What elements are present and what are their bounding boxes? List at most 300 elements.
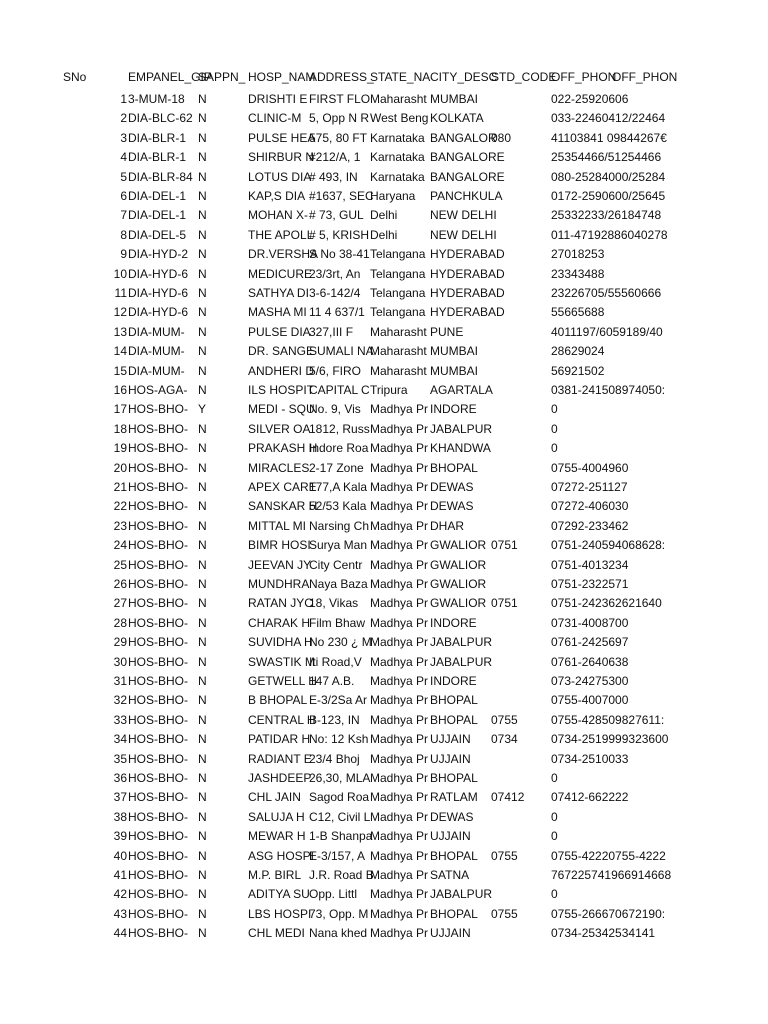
city-desc-cell[interactable]: BHOPAL	[430, 906, 478, 921]
sappn-cell[interactable]: N	[198, 363, 207, 378]
state-name-cell[interactable]: Madhya Pr	[370, 538, 429, 553]
off-phone-cell[interactable]: 27018253	[551, 247, 605, 262]
hosp-name-cell[interactable]: CHL JAIN	[248, 790, 301, 805]
state-name-cell[interactable]: Tripura	[370, 383, 408, 397]
city-desc-cell[interactable]: UJJAIN	[430, 829, 471, 844]
off-phone-cell[interactable]: 0172-2590600/25645	[551, 189, 666, 203]
row-number-cell[interactable]: 43	[113, 906, 127, 921]
hosp-name-cell[interactable]: CHARAK H	[248, 615, 311, 630]
std-code-cell[interactable]	[491, 517, 551, 536]
row-number-cell[interactable]: 31	[113, 674, 127, 688]
state-name-cell[interactable]: Madhya Pr	[370, 480, 429, 494]
state-name-cell[interactable]: Madhya Pr	[370, 771, 429, 785]
address-cell[interactable]: 52/53 Kala	[309, 499, 367, 514]
off-phone-cell[interactable]: 080-25284000/25284	[551, 169, 666, 184]
state-name-cell[interactable]: Karnataka	[370, 150, 425, 165]
row-number-cell[interactable]: 35	[113, 751, 127, 766]
hosp-name-cell[interactable]: ANDHERI D	[248, 363, 315, 378]
state-name-cell[interactable]: Delhi	[370, 227, 398, 242]
empanel-gip-cell[interactable]: HOS-BHO-	[128, 577, 188, 591]
empanel-gip-cell[interactable]: HOS-BHO-	[128, 809, 188, 824]
hosp-name-cell[interactable]: MEDI - SQU	[248, 402, 315, 417]
row-number-cell[interactable]: 39	[113, 829, 127, 844]
city-desc-cell[interactable]: INDORE	[430, 674, 477, 688]
hosp-name-cell[interactable]: SUVIDHA H	[248, 635, 313, 650]
off-phone-cell[interactable]: 0755-428509827611:	[551, 712, 665, 727]
std-code-cell[interactable]: 080	[491, 130, 512, 145]
sappn-cell[interactable]: N	[198, 654, 207, 669]
sappn-cell[interactable]: N	[198, 557, 207, 572]
std-code-cell[interactable]	[491, 478, 551, 497]
std-code-cell[interactable]: 0755	[491, 848, 518, 863]
empanel-gip-cell[interactable]: 3-MUM-18	[128, 92, 185, 106]
city-desc-cell[interactable]: BHOPAL	[430, 848, 478, 863]
off-phone-cell[interactable]: 0755-4007000	[551, 693, 629, 708]
off-phone-cell[interactable]: 767225741966914668	[551, 868, 672, 882]
city-desc-cell[interactable]: BHOPAL	[430, 771, 478, 785]
hosp-name-cell[interactable]: SHIRBUR N	[248, 150, 315, 165]
row-number-cell[interactable]: 24	[113, 538, 127, 553]
empanel-gip-cell[interactable]: HOS-BHO-	[128, 480, 188, 494]
address-cell[interactable]: Sagod Roa	[309, 790, 370, 805]
state-name-cell[interactable]: Telangana	[370, 266, 426, 281]
std-code-cell[interactable]	[491, 420, 551, 439]
sappn-cell[interactable]: N	[198, 538, 207, 553]
std-code-cell[interactable]	[491, 885, 551, 904]
off-phone-cell[interactable]: 0734-25342534141	[551, 926, 656, 941]
state-name-cell[interactable]: Karnataka	[370, 169, 425, 184]
std-code-cell[interactable]	[491, 303, 551, 322]
off-phone-cell[interactable]: 0	[551, 829, 558, 844]
std-code-cell[interactable]	[491, 284, 551, 303]
off-phone-cell[interactable]: 0	[551, 421, 558, 436]
std-code-cell[interactable]	[491, 924, 551, 943]
row-number-cell[interactable]: 28	[113, 615, 127, 630]
state-name-cell[interactable]: Madhya Pr	[370, 712, 429, 727]
hosp-name-cell[interactable]: RATAN JYC	[248, 596, 313, 611]
off-phone-cell[interactable]: 0755-266670672190:	[551, 906, 666, 921]
hosp-name-cell[interactable]: SWASTIK M	[248, 654, 315, 669]
address-cell[interactable]: No 230 ¿ M	[309, 635, 372, 650]
std-code-cell[interactable]	[491, 769, 551, 788]
sappn-cell[interactable]: N	[198, 615, 207, 630]
hosp-name-cell[interactable]: LOTUS DIA	[248, 169, 312, 184]
sappn-cell[interactable]: N	[198, 383, 207, 397]
city-desc-cell[interactable]: HYDERABAD	[430, 305, 505, 320]
std-code-cell[interactable]	[491, 148, 551, 167]
city-desc-cell[interactable]: BANGALORE	[430, 150, 505, 165]
address-cell[interactable]: 26,30, MLA	[309, 771, 371, 785]
off-phone-cell[interactable]: 0	[551, 809, 558, 824]
row-number-cell[interactable]: 37	[113, 790, 127, 805]
row-number-cell[interactable]: 30	[113, 654, 127, 669]
std-code-cell[interactable]	[491, 400, 551, 419]
hosp-name-cell[interactable]: DR.VERSHA	[248, 247, 319, 262]
city-desc-cell[interactable]: HYDERABAD	[430, 286, 505, 300]
state-name-cell[interactable]: Maharasht	[370, 324, 427, 339]
empanel-gip-cell[interactable]: HOS-BHO-	[128, 829, 188, 844]
hosp-name-cell[interactable]: SATHYA DI	[248, 286, 309, 300]
std-code-cell[interactable]	[491, 575, 551, 594]
address-cell[interactable]: 73, Opp. M	[309, 906, 369, 921]
header-cell[interactable]: EMPANEL_GIP	[128, 70, 212, 84]
row-number-cell[interactable]: 42	[113, 887, 127, 902]
header-cell[interactable]: HOSP_NAM	[248, 70, 316, 84]
sappn-cell[interactable]: N	[198, 926, 207, 941]
hosp-name-cell[interactable]: SANSKAR H	[248, 499, 318, 514]
address-cell[interactable]: 5, Opp N R	[309, 111, 370, 126]
hosp-name-cell[interactable]: PATIDAR H	[248, 732, 311, 747]
empanel-gip-cell[interactable]: HOS-BHO-	[128, 693, 188, 708]
state-name-cell[interactable]: Madhya Pr	[370, 868, 429, 882]
hosp-name-cell[interactable]: M.P. BIRL	[248, 868, 302, 882]
off-phone-cell[interactable]: 07412-662222	[551, 790, 629, 805]
row-number-cell[interactable]: 34	[113, 732, 127, 747]
empanel-gip-cell[interactable]: DIA-BLR-1	[128, 150, 187, 165]
off-phone-cell[interactable]: 4011197/6059189/40	[551, 324, 663, 339]
empanel-gip-cell[interactable]: DIA-HYD-2	[128, 247, 189, 262]
sappn-cell[interactable]: N	[198, 460, 207, 475]
header-cell[interactable]: SNo	[63, 70, 87, 84]
row-number-cell[interactable]: 12	[113, 305, 127, 320]
off-phone-cell[interactable]: 022-25920606	[551, 92, 629, 106]
sappn-cell[interactable]: N	[198, 906, 207, 921]
off-phone-cell[interactable]: 55665688	[551, 305, 605, 320]
off-phone-cell[interactable]: 0	[551, 887, 558, 902]
city-desc-cell[interactable]: UJJAIN	[430, 751, 471, 766]
city-desc-cell[interactable]: PUNE	[430, 324, 464, 339]
sappn-cell[interactable]: N	[198, 130, 207, 145]
row-number-cell[interactable]: 22	[113, 499, 127, 514]
off-phone-cell[interactable]: 0381-241508974050:	[551, 383, 666, 397]
std-code-cell[interactable]	[491, 362, 551, 381]
empanel-gip-cell[interactable]: HOS-AGA-	[128, 383, 188, 397]
std-code-cell[interactable]	[491, 497, 551, 516]
city-desc-cell[interactable]: DHAR	[430, 518, 465, 533]
off-phone-cell[interactable]: 0	[551, 771, 558, 785]
header-cell[interactable]: ADDRESS_	[309, 70, 374, 84]
empanel-gip-cell[interactable]: DIA-HYD-6	[128, 286, 189, 300]
off-phone-cell[interactable]: 0	[551, 402, 558, 417]
empanel-gip-cell[interactable]: HOS-BHO-	[128, 402, 188, 417]
hosp-name-cell[interactable]: JASHDEEP	[248, 771, 312, 785]
hosp-name-cell[interactable]: ILS HOSPIT	[248, 383, 315, 397]
address-cell[interactable]: SUMALI NA	[309, 344, 374, 359]
std-code-cell[interactable]	[491, 633, 551, 652]
address-cell[interactable]: Narsing Ch	[309, 518, 370, 533]
empanel-gip-cell[interactable]: DIA-MUM-	[128, 344, 185, 359]
city-desc-cell[interactable]: PANCHKULA	[430, 189, 503, 203]
state-name-cell[interactable]: Madhya Pr	[370, 635, 429, 650]
hosp-name-cell[interactable]: PRAKASH H	[248, 441, 318, 456]
state-name-cell[interactable]: Madhya Pr	[370, 596, 429, 611]
sappn-cell[interactable]: N	[198, 189, 207, 203]
off-phone-cell[interactable]: 0755-42220755-4222	[551, 848, 666, 863]
row-number-cell[interactable]: 38	[113, 809, 127, 824]
header-cell[interactable]: CITY_DESC	[430, 70, 498, 84]
state-name-cell[interactable]: Haryana	[370, 189, 416, 203]
row-number-cell[interactable]: 2	[120, 111, 127, 126]
address-cell[interactable]: Indore Roa	[309, 441, 369, 456]
empanel-gip-cell[interactable]: HOS-BHO-	[128, 441, 188, 456]
state-name-cell[interactable]: Madhya Pr	[370, 402, 429, 417]
city-desc-cell[interactable]: INDORE	[430, 402, 477, 417]
state-name-cell[interactable]: West Beng	[370, 111, 429, 126]
state-name-cell[interactable]: Madhya Pr	[370, 557, 429, 572]
hosp-name-cell[interactable]: JEEVAN JY	[248, 557, 312, 572]
off-phone-cell[interactable]: 0751-240594068628:	[551, 538, 666, 553]
address-cell[interactable]: 147 A.B.	[309, 674, 355, 688]
address-cell[interactable]: #212/A, 1	[309, 150, 361, 165]
std-code-cell[interactable]: 0751	[491, 538, 518, 553]
city-desc-cell[interactable]: GWALIOR	[430, 577, 487, 591]
header-cell[interactable]: SAPPN_	[198, 70, 246, 84]
off-phone-cell[interactable]: 0734-2519999323600	[551, 732, 669, 747]
empanel-gip-cell[interactable]: HOS-BHO-	[128, 906, 188, 921]
std-code-cell[interactable]	[491, 168, 551, 187]
hosp-name-cell[interactable]: APEX CARE	[248, 480, 317, 494]
empanel-gip-cell[interactable]: DIA-BLR-84	[128, 169, 193, 184]
std-code-cell[interactable]	[491, 323, 551, 342]
row-number-cell[interactable]: 9	[120, 247, 127, 262]
std-code-cell[interactable]	[491, 866, 551, 885]
std-code-cell[interactable]	[491, 439, 551, 458]
city-desc-cell[interactable]: GWALIOR	[430, 596, 487, 611]
row-number-cell[interactable]: 26	[113, 577, 127, 591]
empanel-gip-cell[interactable]: HOS-BHO-	[128, 460, 188, 475]
state-name-cell[interactable]: Madhya Pr	[370, 751, 429, 766]
address-cell[interactable]: C12, Civil L	[309, 809, 371, 824]
std-code-cell[interactable]	[491, 226, 551, 245]
empanel-gip-cell[interactable]: DIA-DEL-5	[128, 227, 187, 242]
city-desc-cell[interactable]: JABALPUR	[430, 421, 493, 436]
hosp-name-cell[interactable]: GETWELL H	[248, 674, 317, 688]
sappn-cell[interactable]: N	[198, 266, 207, 281]
city-desc-cell[interactable]: AGARTALA	[430, 383, 493, 397]
off-phone-cell[interactable]: 23343488	[551, 266, 605, 281]
city-desc-cell[interactable]: KHANDWA	[430, 441, 491, 456]
city-desc-cell[interactable]: HYDERABAD	[430, 266, 505, 281]
sappn-cell[interactable]: N	[198, 227, 207, 242]
state-name-cell[interactable]: Madhya Pr	[370, 577, 429, 591]
header-cell[interactable]: STD_CODE	[491, 70, 557, 84]
state-name-cell[interactable]: Telangana	[370, 286, 426, 300]
hosp-name-cell[interactable]: PULSE DIA	[248, 324, 311, 339]
hosp-name-cell[interactable]: RADIANT E	[248, 751, 312, 766]
empanel-gip-cell[interactable]: HOS-BHO-	[128, 596, 188, 611]
empanel-gip-cell[interactable]: HOS-BHO-	[128, 887, 188, 902]
std-code-cell[interactable]	[491, 459, 551, 478]
address-cell[interactable]: 1-B Shanpa	[309, 829, 373, 844]
address-cell[interactable]: City Centr	[309, 557, 363, 572]
state-name-cell[interactable]: Maharasht	[370, 344, 427, 359]
empanel-gip-cell[interactable]: DIA-MUM-	[128, 324, 185, 339]
address-cell[interactable]: No: 12 Ksh	[309, 732, 369, 747]
sappn-cell[interactable]: N	[198, 499, 207, 514]
row-number-cell[interactable]: 41	[113, 868, 127, 882]
address-cell[interactable]: Nana khed	[309, 926, 368, 941]
address-cell[interactable]: Opp. Littl	[309, 887, 358, 902]
row-number-cell[interactable]: 33	[113, 712, 127, 727]
empanel-gip-cell[interactable]: HOS-BHO-	[128, 615, 188, 630]
city-desc-cell[interactable]: KOLKATA	[430, 111, 484, 126]
hosp-name-cell[interactable]: MOHAN X-	[248, 208, 308, 223]
sappn-cell[interactable]: N	[198, 305, 207, 320]
off-phone-cell[interactable]: 0751-242362621640	[551, 596, 662, 611]
state-name-cell[interactable]: Madhya Pr	[370, 518, 429, 533]
row-number-cell[interactable]: 25	[113, 557, 127, 572]
state-name-cell[interactable]: Madhya Pr	[370, 499, 429, 514]
city-desc-cell[interactable]: JABALPUR	[430, 654, 493, 669]
row-number-cell[interactable]: 13	[113, 324, 127, 339]
header-cell[interactable]: STATE_NA	[370, 70, 431, 84]
std-code-cell[interactable]	[491, 653, 551, 672]
sappn-cell[interactable]: N	[198, 868, 207, 882]
row-number-cell[interactable]: 18	[113, 421, 127, 436]
row-number-cell[interactable]: 4	[120, 150, 127, 165]
address-cell[interactable]: FIRST FLO	[309, 92, 371, 106]
address-cell[interactable]: J.R. Road B	[309, 868, 374, 882]
off-phone-cell[interactable]: 23226705/55560666	[551, 286, 662, 300]
hosp-name-cell[interactable]: MASHA MI	[248, 305, 307, 320]
empanel-gip-cell[interactable]: DIA-BLC-62	[128, 111, 193, 126]
off-phone-cell[interactable]: 07272-406030	[551, 499, 629, 514]
state-name-cell[interactable]: Madhya Pr	[370, 809, 429, 824]
sappn-cell[interactable]: N	[198, 829, 207, 844]
header-cell[interactable]: OFF_PHON	[612, 70, 678, 84]
row-number-cell[interactable]: 10	[113, 266, 127, 281]
row-number-cell[interactable]: 17	[113, 402, 127, 417]
std-code-cell[interactable]: 07412	[491, 790, 525, 805]
address-cell[interactable]: No. 9, Vis	[309, 402, 361, 417]
hosp-name-cell[interactable]: DR. SANGE	[248, 344, 315, 359]
sappn-cell[interactable]: N	[198, 169, 207, 184]
off-phone-cell[interactable]: 0755-4004960	[551, 460, 629, 475]
empanel-gip-cell[interactable]: DIA-HYD-6	[128, 305, 189, 320]
std-code-cell[interactable]	[491, 827, 551, 846]
city-desc-cell[interactable]: NEW DELHI	[430, 208, 497, 223]
empanel-gip-cell[interactable]: HOS-BHO-	[128, 538, 188, 553]
std-code-cell[interactable]: 0755	[491, 712, 518, 727]
city-desc-cell[interactable]: UJJAIN	[430, 926, 471, 941]
row-number-cell[interactable]: 8	[120, 227, 127, 242]
row-number-cell[interactable]: 21	[113, 480, 127, 494]
address-cell[interactable]: 3-6-142/4	[309, 286, 361, 300]
sappn-cell[interactable]: N	[198, 693, 207, 708]
sappn-cell[interactable]: N	[198, 732, 207, 747]
hosp-name-cell[interactable]: CENTRAL H	[248, 712, 316, 727]
address-cell[interactable]: 18, Vikas	[309, 596, 359, 611]
hosp-name-cell[interactable]: ADITYA SU	[248, 887, 310, 902]
sappn-cell[interactable]: N	[198, 286, 207, 300]
sappn-cell[interactable]: N	[198, 887, 207, 902]
off-phone-cell[interactable]: 0731-4008700	[551, 615, 629, 630]
std-code-cell[interactable]	[491, 808, 551, 827]
row-number-cell[interactable]: 29	[113, 635, 127, 650]
empanel-gip-cell[interactable]: HOS-BHO-	[128, 635, 188, 650]
address-cell[interactable]: 23/3rt, An	[309, 266, 361, 281]
row-number-cell[interactable]: 1	[120, 92, 127, 106]
std-code-cell[interactable]: 0755	[491, 906, 518, 921]
address-cell[interactable]: #1637, SEC	[309, 189, 374, 203]
state-name-cell[interactable]: Delhi	[370, 208, 398, 223]
city-desc-cell[interactable]: BANGALORE	[430, 169, 505, 184]
row-number-cell[interactable]: 32	[113, 693, 127, 708]
std-code-cell[interactable]	[491, 90, 551, 109]
row-number-cell[interactable]: 11	[114, 286, 127, 300]
city-desc-cell[interactable]: HYDERABAD	[430, 247, 505, 262]
hosp-name-cell[interactable]: DRISHTI E	[248, 92, 308, 106]
state-name-cell[interactable]: Telangana	[370, 305, 426, 320]
sappn-cell[interactable]: N	[198, 247, 207, 262]
sappn-cell[interactable]: N	[198, 480, 207, 494]
sappn-cell[interactable]: N	[198, 712, 207, 727]
off-phone-cell[interactable]: 0761-2425697	[551, 635, 629, 650]
std-code-cell[interactable]	[491, 187, 551, 206]
hosp-name-cell[interactable]: THE APOLL	[248, 227, 314, 242]
city-desc-cell[interactable]: BHOPAL	[430, 460, 478, 475]
hosp-name-cell[interactable]: CHL MEDI	[248, 926, 305, 941]
off-phone-cell[interactable]: 25354466/51254466	[551, 150, 662, 165]
std-code-cell[interactable]	[491, 556, 551, 575]
empanel-gip-cell[interactable]: DIA-DEL-1	[128, 208, 187, 223]
address-cell[interactable]: 5/6, FIRO	[309, 363, 362, 378]
sappn-cell[interactable]: N	[198, 208, 207, 223]
hosp-name-cell[interactable]: B BHOPAL	[248, 693, 308, 708]
city-desc-cell[interactable]: NEW DELHI	[430, 227, 497, 242]
empanel-gip-cell[interactable]: DIA-MUM-	[128, 363, 185, 378]
address-cell[interactable]: Iti Road,V	[309, 654, 362, 669]
address-cell[interactable]: Naya Baza	[309, 577, 368, 591]
off-phone-cell[interactable]: 0751-4013234	[551, 557, 629, 572]
hosp-name-cell[interactable]: BIMR HOSI	[248, 538, 311, 553]
row-number-cell[interactable]: 20	[113, 460, 127, 475]
std-code-cell[interactable]	[491, 265, 551, 284]
state-name-cell[interactable]: Telangana	[370, 247, 426, 262]
std-code-cell[interactable]	[491, 109, 551, 128]
off-phone-cell[interactable]: 07272-251127	[551, 480, 628, 494]
row-number-cell[interactable]: 23	[113, 518, 127, 533]
sappn-cell[interactable]: Y	[198, 402, 207, 417]
sappn-cell[interactable]: N	[198, 324, 207, 339]
hosp-name-cell[interactable]: SALUJA H	[248, 809, 305, 824]
sappn-cell[interactable]: N	[198, 635, 207, 650]
address-cell[interactable]: S No 38-41	[309, 247, 370, 262]
city-desc-cell[interactable]: JABALPUR	[430, 635, 493, 650]
row-number-cell[interactable]: 44	[113, 926, 127, 941]
address-cell[interactable]: Film Bhaw	[309, 615, 366, 630]
city-desc-cell[interactable]: MUMBAI	[430, 363, 478, 378]
empanel-gip-cell[interactable]: HOS-BHO-	[128, 674, 188, 688]
state-name-cell[interactable]: Madhya Pr	[370, 887, 429, 902]
city-desc-cell[interactable]: BANGALOR	[430, 130, 497, 145]
sappn-cell[interactable]: N	[198, 150, 207, 165]
header-cell[interactable]: OFF_PHON	[551, 70, 617, 84]
sappn-cell[interactable]: N	[198, 441, 207, 456]
state-name-cell[interactable]: Karnataka	[370, 130, 425, 145]
row-number-cell[interactable]: 14	[113, 344, 127, 359]
empanel-gip-cell[interactable]: HOS-BHO-	[128, 848, 188, 863]
row-number-cell[interactable]: 3	[120, 130, 127, 145]
off-phone-cell[interactable]: 073-24275300	[551, 674, 629, 688]
std-code-cell[interactable]	[491, 672, 551, 691]
off-phone-cell[interactable]: 56921502	[551, 363, 605, 378]
address-cell[interactable]: B-123, IN	[309, 712, 360, 727]
address-cell[interactable]: 327,III F	[309, 324, 354, 339]
address-cell[interactable]: 2-17 Zone	[309, 460, 364, 475]
row-number-cell[interactable]: 19	[113, 441, 127, 456]
city-desc-cell[interactable]: MUMBAI	[430, 92, 478, 106]
